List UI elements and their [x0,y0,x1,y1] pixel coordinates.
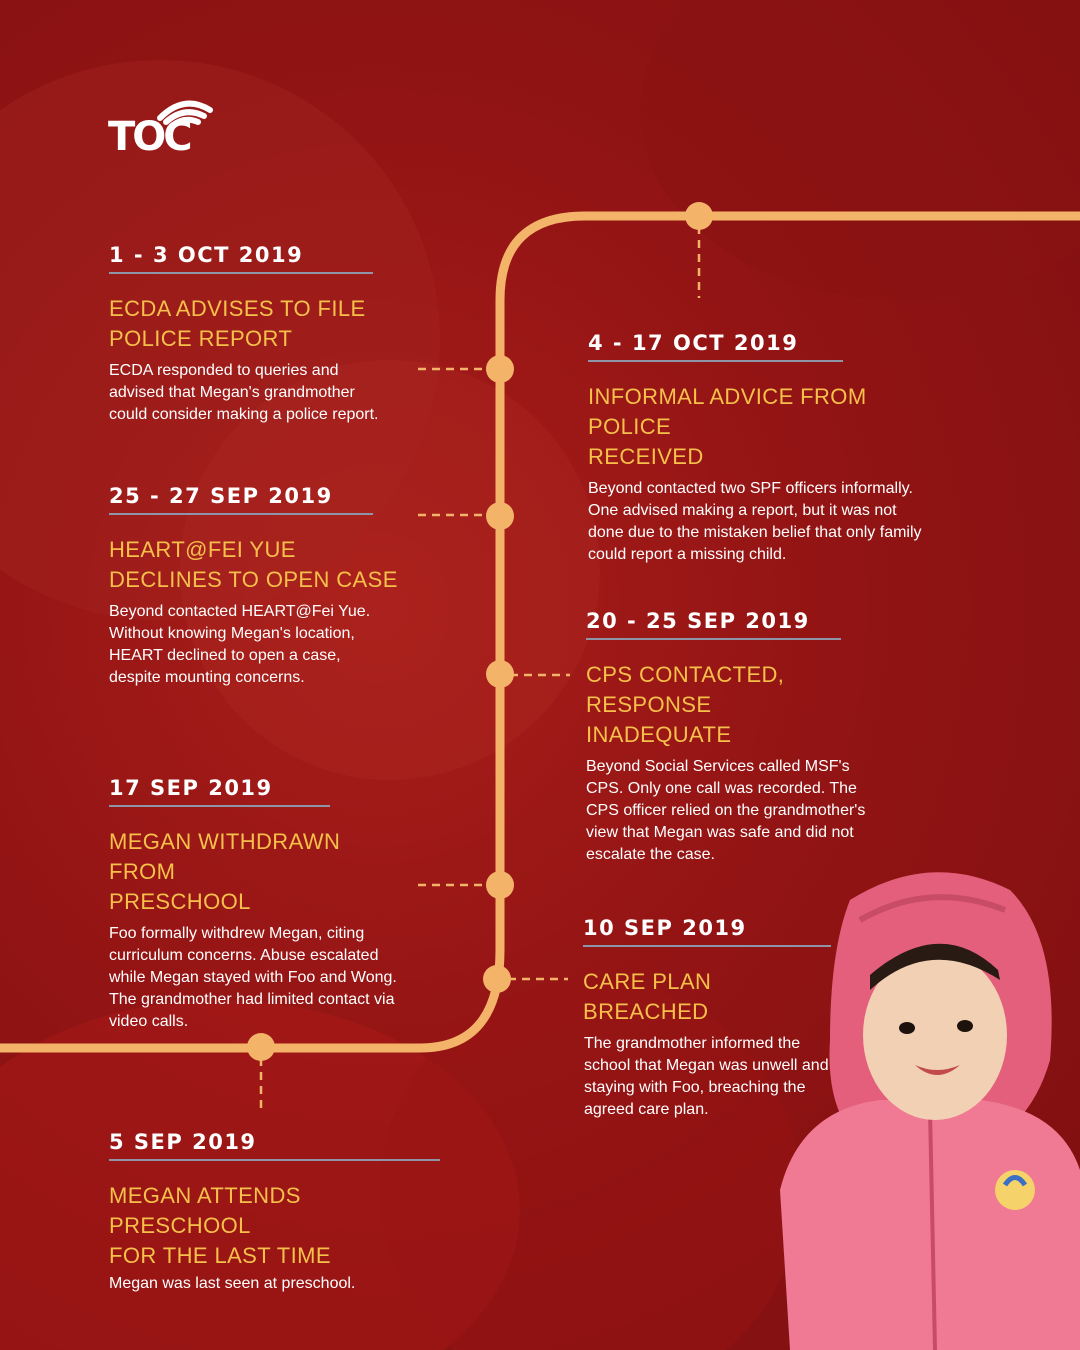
entry-headline [588,382,948,472]
headline-line: FOR THE LAST TIME [109,1243,331,1268]
entry-headline [586,660,916,750]
headline-line: MEGAN ATTENDS PRESCHOOL [109,1183,301,1238]
headline-line: CPS CONTACTED, RESPONSE [586,662,785,717]
entry-date: 10 SEP 2019 [583,916,831,947]
headline-line: MEGAN WITHDRAWN FROM [109,829,341,884]
entry-date: 25 - 27 SEP 2019 [109,484,373,515]
headline-line: INADEQUATE [586,722,732,747]
entry-date: 20 - 25 SEP 2019 [586,609,841,640]
timeline-node [486,660,514,688]
timeline-node [483,965,511,993]
timeline-entry [109,776,409,1033]
timeline-node [486,355,514,383]
entry-body: Megan was last seen at preschool. [109,1275,356,1292]
timeline-entry [588,331,948,566]
entry-body: Beyond Social Services called MSF's CPS. Only one call was recorded. The CPS officer relied on the grandmother's view that Megan was safe and did not escalate the case. [586,758,866,863]
entry-headline [109,294,409,354]
headline-line: POLICE REPORT [109,326,293,351]
entry-date: 1 - 3 OCT 2019 [109,243,373,274]
headline-line: DECLINES TO OPEN CASE [109,567,398,592]
timeline-node [685,202,713,230]
entry-date: 5 SEP 2019 [109,1130,440,1161]
entry-body: The grandmother informed the school that Megan was unwell and staying with Foo, breaching the agreed care plan. [584,1035,829,1118]
entry-date: 17 SEP 2019 [109,776,330,807]
headline-line: RECEIVED [588,444,704,469]
headline-line: HEART@FEI YUE [109,537,296,562]
timeline-node [247,1033,275,1061]
entry-body: ECDA responded to queries and advised that Megan's grandmother could consider making a police report. [109,362,379,423]
entry-body: Beyond contacted HEART@Fei Yue. Without knowing Megan's location, HEART declined to open a case, despite mounting concerns. [109,603,371,686]
entry-headline [109,1181,449,1271]
entry-body: Beyond contacted two SPF officers informally. One advised making a report, but it was not done due to the mistaken belief that only family could report a missing child. [588,480,922,563]
entry-date: 4 - 17 OCT 2019 [588,331,843,362]
entry-headline [109,535,409,595]
headline-line: INFORMAL ADVICE FROM POLICE [588,384,867,439]
entry-headline [109,827,409,917]
headline-line: PRESCHOOL [109,889,251,914]
timeline-entry [109,484,409,689]
headline-line: ECDA ADVISES TO FILE [109,296,366,321]
child-photo [730,860,1080,1350]
timeline-node [486,871,514,899]
timeline-entry [109,1130,449,1295]
headline-line: CARE PLAN BREACHED [583,969,712,1024]
timeline-entry [109,243,409,426]
logo-wordmark: TOC [108,114,190,160]
timeline-node [486,502,514,530]
timeline-entry [586,609,916,866]
entry-body: Foo formally withdrew Megan, citing curriculum concerns. Abuse escalated while Megan stayed with Foo and Wong. The grandmother had limited contact via video calls. [109,925,397,1030]
